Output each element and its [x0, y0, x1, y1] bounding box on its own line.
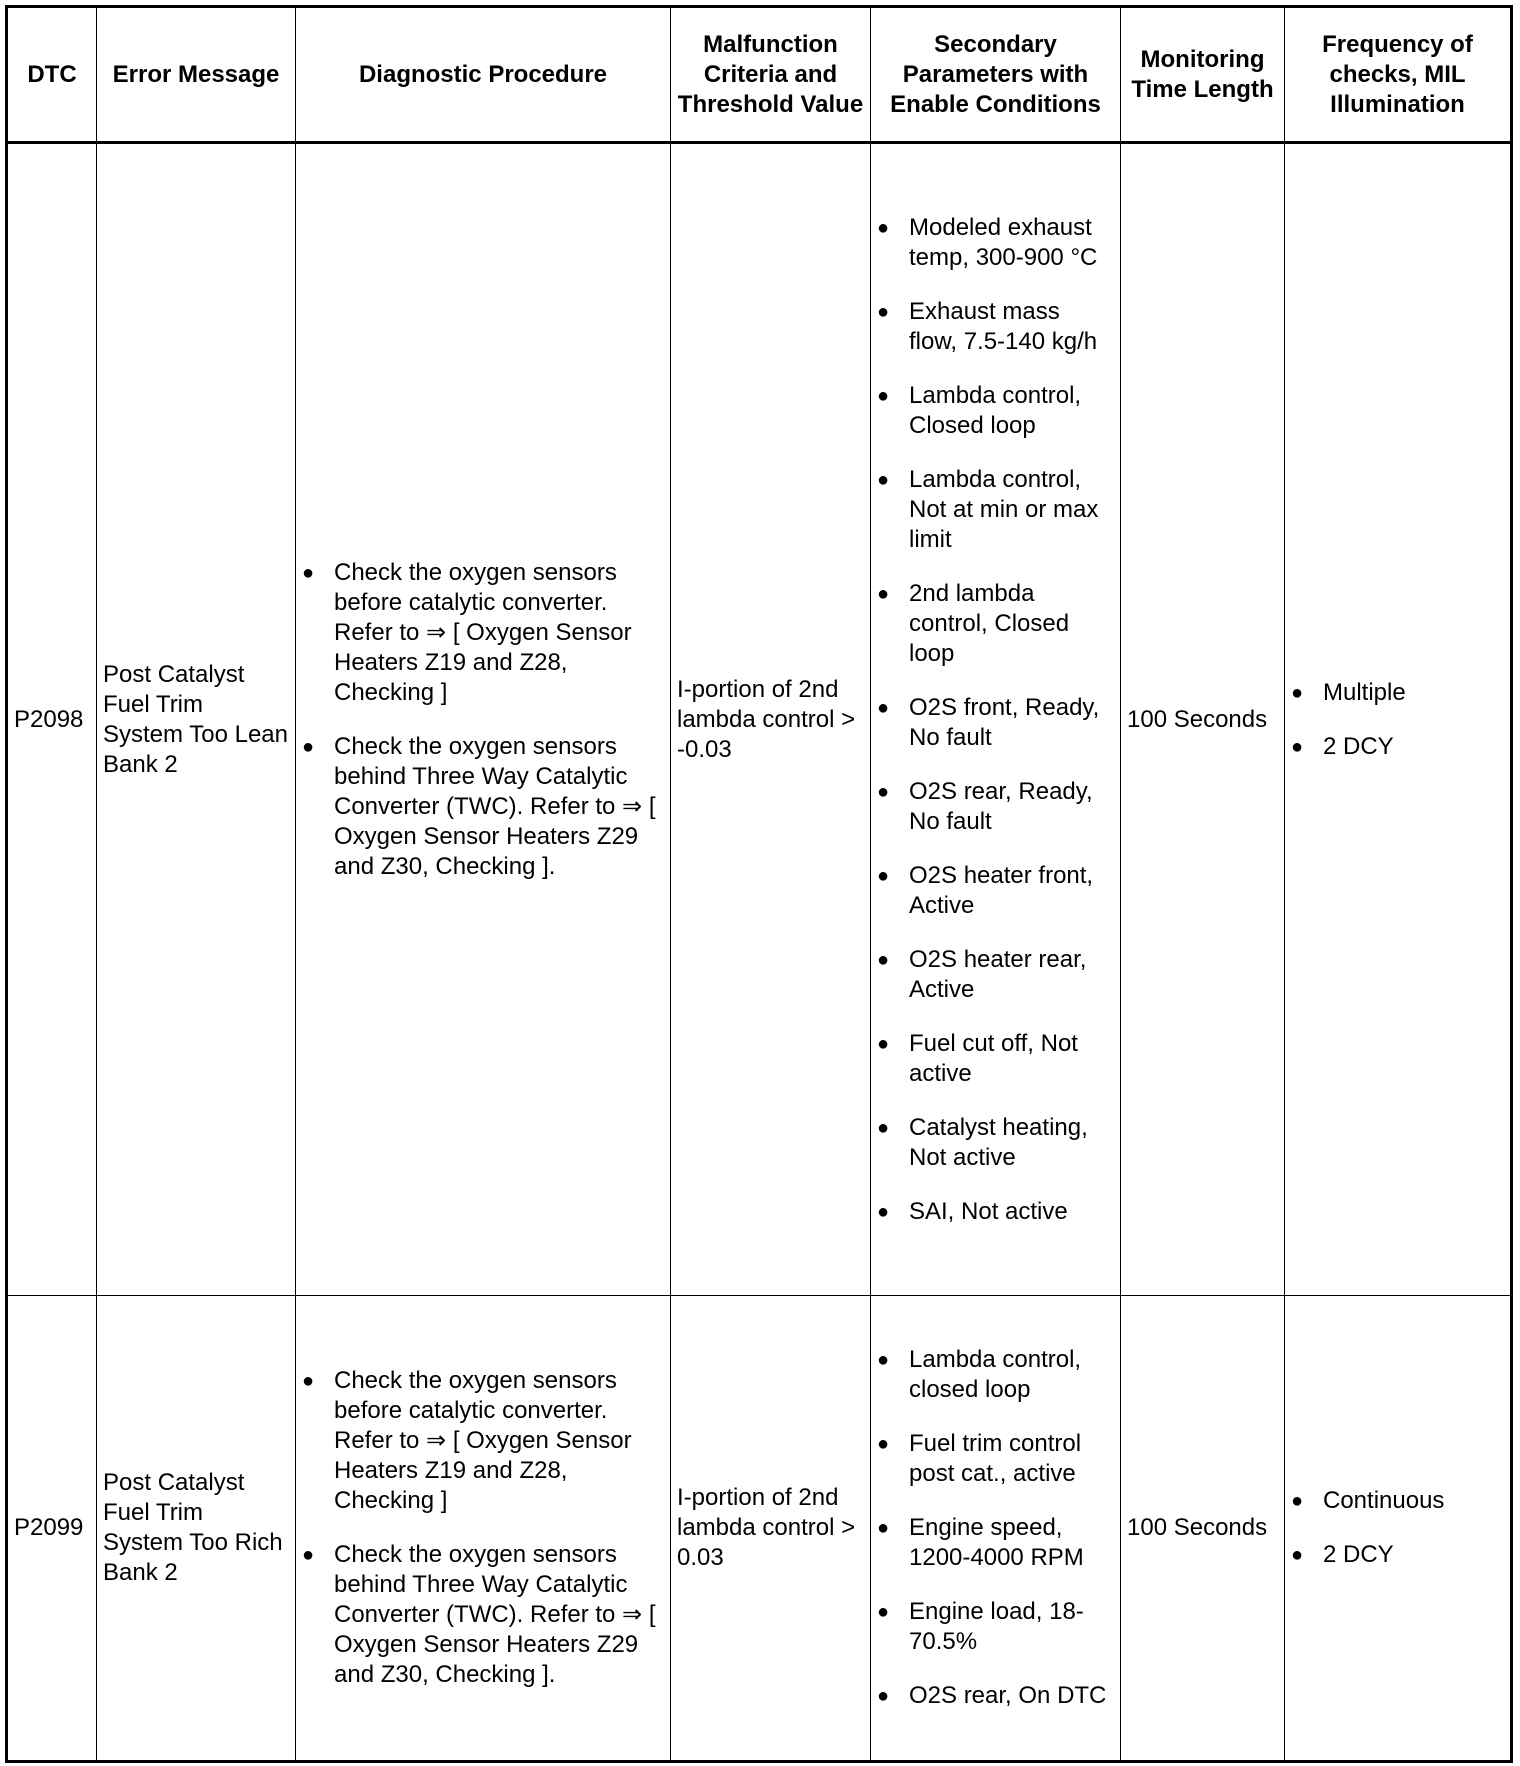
list-item: ● Catalyst heating, Not active [877, 1113, 1114, 1173]
dtc-code: P2099 [7, 1296, 97, 1762]
list-item: ● O2S rear, Ready, No fault [877, 777, 1114, 837]
header-malfunction-criteria: Malfunction Criteria and Threshold Value [671, 7, 871, 143]
list-item: ● Check the oxygen sensors behind Three Way Catalytic Converter (TWC). Refer to ⇒ [ Oxygen Sensor Heaters Z29 and Z30, Checking ]. [302, 732, 664, 882]
list-item: ● Check the oxygen sensors behind Three Way Catalytic Converter (TWC). Refer to ⇒ [ Oxygen Sensor Heaters Z29 and Z30, Checking ]. [302, 1540, 664, 1690]
frequency-list [1291, 678, 1504, 762]
list-item: ● Lambda control, Not at min or max limit [877, 465, 1114, 555]
list-item: ● O2S heater front, Active [877, 861, 1114, 921]
list-item: ● 2 DCY [1291, 732, 1504, 762]
list-item: ● Fuel cut off, Not active [877, 1029, 1114, 1089]
list-item: ● SAI, Not active [877, 1197, 1114, 1227]
list-item: ● 2nd lambda control, Closed loop [877, 579, 1114, 669]
procedure-list [302, 558, 664, 882]
table-row [7, 143, 1512, 1296]
header-error-message: Error Message [97, 7, 296, 143]
malfunction-criteria: I-portion of 2nd lambda control > 0.03 [671, 1296, 871, 1762]
list-item: ● Engine speed, 1200-4000 RPM [877, 1513, 1114, 1573]
secondary-list [877, 1345, 1114, 1711]
list-item: ● Check the oxygen sensors before catalytic converter. Refer to ⇒ [ Oxygen Sensor Heaters Z19 and Z28, Checking ] [302, 558, 664, 708]
list-item: ● O2S heater rear, Active [877, 945, 1114, 1005]
header-diagnostic-procedure: Diagnostic Procedure [296, 7, 671, 143]
header-row [7, 7, 1512, 143]
monitoring-time: 100 Seconds [1121, 1296, 1285, 1762]
header-frequency: Frequency of checks, MIL Illumination [1285, 7, 1512, 143]
table-row [7, 1296, 1512, 1762]
list-item: ● Modeled exhaust temp, 300-900 °C [877, 213, 1114, 273]
list-item: ● Exhaust mass flow, 7.5-140 kg/h [877, 297, 1114, 357]
list-item: ● Engine load, 18-70.5% [877, 1597, 1114, 1657]
error-message: Post Catalyst Fuel Trim System Too Rich Bank 2 [97, 1296, 296, 1762]
secondary-parameters [871, 143, 1121, 1296]
list-item: ● Lambda control, Closed loop [877, 381, 1114, 441]
list-item: ● Check the oxygen sensors before catalytic converter. Refer to ⇒ [ Oxygen Sensor Heaters Z19 and Z28, Checking ] [302, 1366, 664, 1516]
secondary-parameters [871, 1296, 1121, 1762]
procedure-list [302, 1366, 664, 1690]
dtc-code: P2098 [7, 143, 97, 1296]
frequency-list [1291, 1486, 1504, 1570]
list-item: ● 2 DCY [1291, 1540, 1504, 1570]
malfunction-criteria: I-portion of 2nd lambda control > -0.03 [671, 143, 871, 1296]
dtc-table [5, 5, 1513, 1763]
list-item: ● Lambda control, closed loop [877, 1345, 1114, 1405]
secondary-list [877, 213, 1114, 1227]
frequency-mil [1285, 1296, 1512, 1762]
diagnostic-procedure [296, 143, 671, 1296]
error-message: Post Catalyst Fuel Trim System Too Lean Bank 2 [97, 143, 296, 1296]
diagnostic-procedure [296, 1296, 671, 1762]
header-dtc: DTC [7, 7, 97, 143]
header-secondary-parameters: Secondary Parameters with Enable Conditions [871, 7, 1121, 143]
list-item: ● O2S front, Ready, No fault [877, 693, 1114, 753]
frequency-mil [1285, 143, 1512, 1296]
list-item: ● Multiple [1291, 678, 1504, 708]
list-item: ● Fuel trim control post cat., active [877, 1429, 1114, 1489]
list-item: ● O2S rear, On DTC [877, 1681, 1114, 1711]
list-item: ● Continuous [1291, 1486, 1504, 1516]
monitoring-time: 100 Seconds [1121, 143, 1285, 1296]
header-monitoring-time: Monitoring Time Length [1121, 7, 1285, 143]
